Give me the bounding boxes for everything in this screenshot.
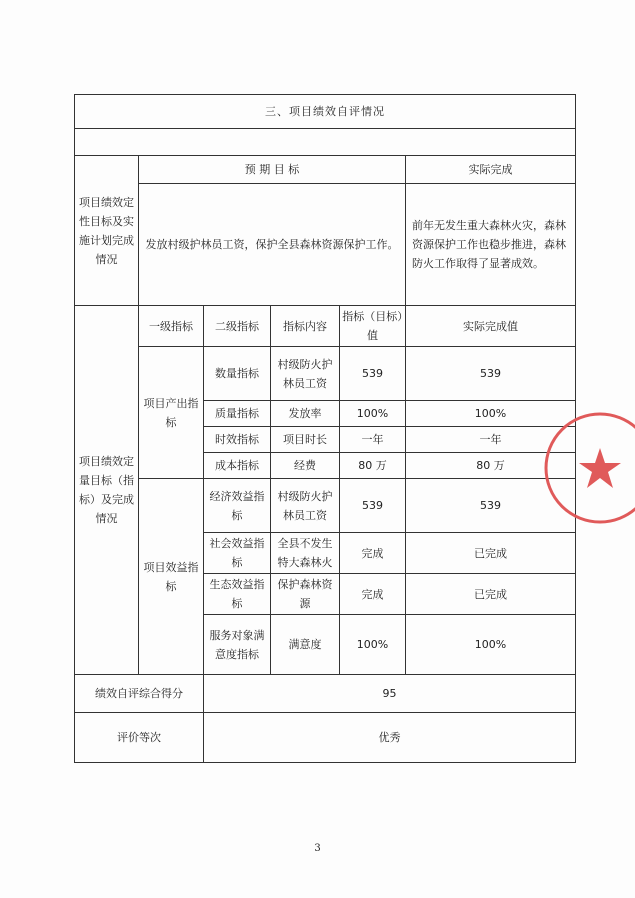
quantitative-section [75,306,576,675]
target-value: 一年 [340,427,406,453]
actual-value: 已完成 [406,533,576,574]
header-content: 指标内容 [271,306,340,347]
table-row [75,479,576,533]
level2-indicator: 生态效益指标 [204,574,271,615]
level2-indicator: 时效指标 [204,427,271,453]
indicator-content: 满意度 [271,615,340,675]
score-value: 95 [204,675,576,713]
target-value: 539 [340,479,406,533]
header-target: 指标（目标）值 [340,306,406,347]
header-level1: 一级指标 [139,306,204,347]
target-value: 完成 [340,574,406,615]
actual-value: 已完成 [406,574,576,615]
table-row [75,347,576,401]
expected-goal-header: 预 期 目 标 [139,156,406,184]
actual-value: 539 [406,347,576,401]
level2-indicator: 服务对象满意度指标 [204,615,271,675]
performance-table [74,94,576,763]
header-level2: 二级指标 [204,306,271,347]
actual-value: 100% [406,401,576,427]
qualitative-row-label: 项目绩效定性目标及实施计划完成情况 [75,156,139,306]
level1-indicator: 项目效益指标 [139,479,204,675]
target-value: 100% [340,401,406,427]
header-actual: 实际完成值 [406,306,576,347]
actual-completion-header: 实际完成 [406,156,576,184]
actual-value: 539 [406,479,576,533]
target-value: 完成 [340,533,406,574]
indicator-content: 经费 [271,453,340,479]
blank-row [75,129,576,156]
target-value: 80 万 [340,453,406,479]
target-value: 539 [340,347,406,401]
indicator-content: 村级防火护林员工资 [271,479,340,533]
level2-indicator: 质量指标 [204,401,271,427]
indicator-content: 保护森林资源 [271,574,340,615]
expected-goal-text: 发放村级护林员工资，保护全县森林资源保护工作。 [139,184,406,306]
actual-value: 一年 [406,427,576,453]
target-value: 100% [340,615,406,675]
indicator-content: 项目时长 [271,427,340,453]
page-number: 3 [314,843,321,854]
section-title: 三、项目绩效自评情况 [75,95,576,129]
level2-indicator: 经济效益指标 [204,479,271,533]
indicator-content: 村级防火护林员工资 [271,347,340,401]
grade-value: 优秀 [204,713,576,763]
level2-indicator: 成本指标 [204,453,271,479]
indicator-content: 全县不发生特大森林火 [271,533,340,574]
level2-indicator: 社会效益指标 [204,533,271,574]
level2-indicator: 数量指标 [204,347,271,401]
actual-value: 80 万 [406,453,576,479]
indicator-content: 发放率 [271,401,340,427]
actual-value: 100% [406,615,576,675]
level1-indicator: 项目产出指标 [139,347,204,479]
grade-label: 评价等次 [75,713,204,763]
actual-completion-text: 前年无发生重大森林火灾，森林资源保护工作也稳步推进，森林防火工作取得了显著成效。 [406,184,576,306]
score-label: 绩效自评综合得分 [75,675,204,713]
quantitative-row-label: 项目绩效定量目标（指标）及完成情况 [75,306,139,675]
